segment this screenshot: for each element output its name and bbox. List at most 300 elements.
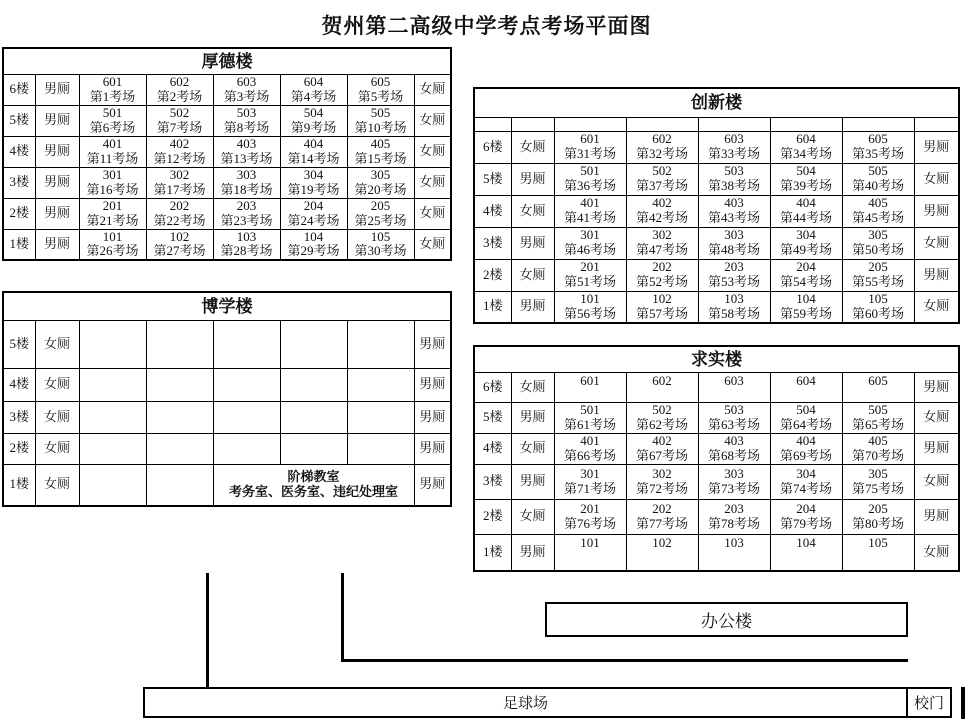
male-toilet-cell: 男厕 — [414, 464, 451, 506]
room-cell — [626, 402, 698, 433]
exam-room-label: 第64考场 — [779, 416, 832, 432]
room-number: 阶梯教室 — [287, 469, 340, 485]
female-toilet-cell: 女厕 — [414, 136, 451, 167]
room-number: 202 — [652, 259, 672, 275]
room-number: 601 — [580, 131, 600, 147]
room-cell — [842, 163, 914, 195]
exam-room-label: 第35考场 — [851, 146, 904, 161]
room-cell — [280, 198, 347, 229]
floor-label: 6楼 — [474, 131, 511, 163]
floor-label: 2楼 — [474, 499, 511, 534]
exam-room-label: 第43考场 — [707, 210, 760, 225]
room-cell — [842, 464, 914, 499]
male-toilet-cell: 男厕 — [35, 105, 79, 136]
exam-room-label: 第59考场 — [779, 305, 832, 321]
room-cell — [280, 229, 347, 260]
room-cell — [213, 229, 280, 260]
exam-room-label: 第77考场 — [635, 515, 688, 531]
room-number: 102 — [652, 291, 672, 307]
exam-room-label: 第74考场 — [779, 480, 832, 496]
room-number: 403 — [236, 136, 257, 151]
room-number: 304 — [796, 465, 816, 481]
room-number: 203 — [724, 500, 744, 516]
floor-label: 4楼 — [474, 433, 511, 464]
room-cell — [146, 105, 213, 136]
room-number: 601 — [102, 74, 123, 89]
room-number: 604 — [796, 372, 816, 388]
room-number: 602 — [169, 74, 190, 89]
football-field-label: 足球场 — [502, 696, 548, 712]
room-cell — [347, 401, 414, 433]
floor-label: 5楼 — [3, 105, 35, 136]
room-number: 102 — [169, 229, 190, 244]
room-number: 201 — [102, 198, 123, 213]
exam-room-label: 第7考场 — [156, 119, 203, 135]
room-cell — [347, 198, 414, 229]
building-table-boxue — [2, 291, 452, 507]
room-number: 501 — [580, 163, 600, 179]
room-cell — [698, 291, 770, 323]
room-cell — [842, 131, 914, 163]
male-toilet-cell: 男厕 — [914, 131, 959, 163]
room-cell — [698, 534, 770, 571]
room-number: 605 — [868, 131, 888, 147]
room-number: 603 — [724, 372, 744, 388]
room-cell — [770, 534, 842, 571]
floor-row — [3, 229, 451, 260]
male-toilet-cell: 男厕 — [914, 259, 959, 291]
room-cell — [626, 372, 698, 402]
floor-row — [474, 259, 959, 291]
female-toilet-cell: 女厕 — [914, 534, 959, 571]
exam-room-label: 第67考场 — [635, 447, 688, 463]
room-number: 502 — [652, 163, 672, 179]
room-number: 503 — [724, 402, 744, 417]
exam-room-label: 第72考场 — [635, 480, 688, 496]
room-cell — [213, 368, 280, 401]
room-cell — [698, 499, 770, 534]
room-cell — [698, 402, 770, 433]
room-number: 404 — [303, 136, 324, 151]
room-number: 104 — [796, 291, 816, 307]
room-cell — [770, 259, 842, 291]
room-cell — [698, 259, 770, 291]
floor-label: 1楼 — [474, 534, 511, 571]
male-toilet-cell: 男厕 — [914, 195, 959, 227]
room-cell — [146, 320, 213, 368]
room-cell — [347, 136, 414, 167]
male-toilet-cell: 男厕 — [35, 136, 79, 167]
exam-room-label: 第12考场 — [153, 150, 206, 166]
female-toilet-cell: 女厕 — [35, 464, 79, 506]
room-cell — [146, 74, 213, 105]
room-number: 304 — [796, 227, 816, 243]
room-cell — [770, 195, 842, 227]
room-number: 504 — [303, 105, 324, 120]
exam-room-label: 第9考场 — [290, 119, 337, 135]
exam-room-label: 第73考场 — [707, 480, 760, 496]
room-number: 302 — [652, 465, 672, 481]
female-toilet-cell: 女厕 — [35, 401, 79, 433]
room-cell — [280, 433, 347, 464]
room-cell — [554, 402, 626, 433]
room-number: 305 — [370, 167, 391, 182]
room-cell — [347, 105, 414, 136]
room-cell — [79, 320, 146, 368]
exam-room-label: 第26考场 — [86, 243, 139, 259]
special-room-cell — [213, 464, 414, 506]
room-number: 504 — [796, 402, 816, 417]
room-cell — [280, 368, 347, 401]
room-number: 404 — [796, 195, 816, 211]
room-number: 501 — [580, 402, 600, 417]
exam-room-label: 第36考场 — [563, 178, 616, 193]
floor-label: 2楼 — [3, 433, 35, 464]
exam-room-label: 第57考场 — [635, 305, 688, 321]
spacer-cell — [770, 117, 842, 131]
room-number: 405 — [370, 136, 391, 151]
male-toilet-cell: 男厕 — [511, 464, 554, 499]
room-cell — [626, 534, 698, 571]
male-toilet-cell: 男厕 — [35, 74, 79, 105]
room-cell — [842, 227, 914, 259]
exam-room-label: 第63考场 — [707, 416, 760, 432]
exam-room-label: 第76考场 — [563, 515, 616, 531]
floor-label: 1楼 — [474, 291, 511, 323]
room-number: 401 — [580, 195, 600, 211]
room-number: 604 — [796, 131, 816, 147]
female-toilet-cell: 女厕 — [35, 433, 79, 464]
room-number: 204 — [796, 259, 816, 275]
exam-room-label: 第22考场 — [153, 212, 206, 228]
exam-room-label: 第6考场 — [89, 119, 136, 135]
female-toilet-cell: 女厕 — [35, 368, 79, 401]
floor-label: 3楼 — [3, 167, 35, 198]
female-toilet-cell: 女厕 — [914, 163, 959, 195]
room-number: 503 — [724, 163, 744, 179]
exam-room-label: 第31考场 — [563, 146, 616, 161]
exam-room-label: 第42考场 — [635, 210, 688, 225]
room-number: 201 — [580, 259, 600, 275]
room-cell — [79, 401, 146, 433]
room-cell — [770, 372, 842, 402]
room-cell — [626, 131, 698, 163]
room-number: 403 — [724, 433, 744, 448]
room-number: 101 — [102, 229, 123, 244]
floor-row — [474, 131, 959, 163]
exam-room-label: 第39考场 — [779, 178, 832, 193]
building-title-row — [3, 292, 451, 320]
floor-label: 3楼 — [3, 401, 35, 433]
room-cell — [554, 534, 626, 571]
room-cell — [698, 372, 770, 402]
room-number: 404 — [796, 433, 816, 448]
room-number: 105 — [868, 534, 888, 550]
exam-room-label: 第14考场 — [287, 150, 340, 166]
football-field-box — [143, 687, 908, 718]
exam-room-label: 第38考场 — [707, 178, 760, 193]
floor-label: 4楼 — [3, 136, 35, 167]
room-cell — [626, 195, 698, 227]
room-cell — [213, 320, 280, 368]
room-cell — [626, 499, 698, 534]
room-cell — [213, 105, 280, 136]
room-number: 502 — [169, 105, 190, 120]
building-title: 博学楼 — [3, 292, 451, 320]
exam-room-label: 第23考场 — [220, 212, 273, 228]
room-cell — [79, 105, 146, 136]
room-number: 301 — [580, 227, 600, 243]
room-number: 205 — [868, 259, 888, 275]
room-number: 602 — [652, 372, 672, 388]
exam-room-label: 第4考场 — [290, 88, 337, 104]
room-number: 605 — [868, 372, 888, 388]
room-cell — [79, 433, 146, 464]
floor-row — [3, 198, 451, 229]
room-number: 401 — [102, 136, 123, 151]
room-cell — [770, 499, 842, 534]
spacer-cell — [842, 117, 914, 131]
room-cell — [770, 163, 842, 195]
room-number: 305 — [868, 465, 888, 481]
floor-row — [474, 499, 959, 534]
room-cell — [842, 534, 914, 571]
floor-row — [3, 136, 451, 167]
male-toilet-cell: 男厕 — [414, 368, 451, 401]
room-cell — [79, 464, 146, 506]
room-number: 201 — [580, 500, 600, 516]
exam-room-label: 第47考场 — [635, 242, 688, 257]
exam-room-label: 第51考场 — [563, 274, 616, 289]
room-number: 203 — [236, 198, 257, 213]
room-cell — [146, 198, 213, 229]
room-number: 103 — [236, 229, 257, 244]
room-cell — [213, 401, 280, 433]
exam-room-label: 第8考场 — [223, 119, 270, 135]
female-toilet-cell: 女厕 — [511, 372, 554, 402]
room-cell — [698, 464, 770, 499]
exam-room-label: 第80考场 — [851, 515, 904, 531]
exam-room-label: 第28考场 — [220, 243, 273, 259]
room-number: 105 — [868, 291, 888, 307]
exam-room-label: 第5考场 — [357, 88, 404, 104]
male-toilet-cell: 男厕 — [414, 401, 451, 433]
floor-row — [3, 320, 451, 368]
room-number: 104 — [303, 229, 324, 244]
exam-room-label: 第52考场 — [635, 274, 688, 289]
room-cell — [79, 198, 146, 229]
room-number: 602 — [652, 131, 672, 147]
floor-label: 2楼 — [474, 259, 511, 291]
room-cell — [79, 167, 146, 198]
room-cell — [146, 136, 213, 167]
room-cell — [698, 195, 770, 227]
female-toilet-cell: 女厕 — [414, 229, 451, 260]
room-cell — [842, 433, 914, 464]
room-number: 303 — [724, 465, 744, 481]
exam-room-label: 第18考场 — [220, 181, 273, 197]
female-toilet-cell: 女厕 — [35, 320, 79, 368]
floor-row — [474, 402, 959, 433]
floor-row — [474, 163, 959, 195]
room-number: 603 — [724, 131, 744, 147]
floor-label: 5楼 — [474, 402, 511, 433]
female-toilet-cell: 女厕 — [511, 433, 554, 464]
room-number: 204 — [796, 500, 816, 516]
room-cell — [554, 195, 626, 227]
room-cell — [770, 291, 842, 323]
room-number: 205 — [370, 198, 391, 213]
exam-room-label: 第10考场 — [354, 119, 407, 135]
floor-label: 3楼 — [474, 464, 511, 499]
exam-room-label: 考务室、医务室、违纪处理室 — [228, 483, 398, 499]
exam-room-label: 第34考场 — [779, 146, 832, 161]
female-toilet-cell: 女厕 — [511, 195, 554, 227]
exam-room-label: 第45考场 — [851, 210, 904, 225]
spacer-cell — [511, 117, 554, 131]
room-cell — [770, 131, 842, 163]
exam-room-label: 第33考场 — [707, 146, 760, 161]
room-cell — [146, 401, 213, 433]
exam-room-label: 第69考场 — [779, 447, 832, 463]
room-cell — [146, 464, 213, 506]
exam-room-label: 第21考场 — [86, 212, 139, 228]
floor-label: 2楼 — [3, 198, 35, 229]
room-number: 305 — [868, 227, 888, 243]
spacer-row — [474, 117, 959, 131]
room-number: 104 — [796, 534, 816, 550]
room-cell — [213, 136, 280, 167]
female-toilet-cell: 女厕 — [914, 402, 959, 433]
female-toilet-cell: 女厕 — [914, 464, 959, 499]
room-number: 505 — [370, 105, 391, 120]
male-toilet-cell: 男厕 — [511, 402, 554, 433]
room-cell — [626, 259, 698, 291]
room-number: 605 — [370, 74, 391, 89]
room-cell — [554, 433, 626, 464]
building-table-houde — [2, 47, 452, 261]
male-toilet-cell: 男厕 — [511, 534, 554, 571]
exam-room-label: 第1考场 — [89, 88, 136, 104]
exam-room-label: 第49考场 — [779, 242, 832, 257]
building-title-row — [3, 48, 451, 74]
path-line-vertical-left — [206, 573, 209, 689]
exam-room-label: 第44考场 — [779, 210, 832, 225]
room-cell — [842, 291, 914, 323]
exam-room-label: 第37考场 — [635, 178, 688, 193]
room-number: 402 — [652, 433, 672, 448]
floor-row — [474, 291, 959, 323]
boundary-wall-segment — [961, 687, 965, 719]
room-cell — [626, 433, 698, 464]
room-cell — [347, 74, 414, 105]
building-title: 求实楼 — [474, 346, 959, 372]
room-number: 604 — [303, 74, 324, 89]
room-number: 303 — [236, 167, 257, 182]
room-cell — [280, 320, 347, 368]
building-table-qiushi — [473, 345, 960, 572]
room-cell — [770, 433, 842, 464]
room-cell — [626, 163, 698, 195]
room-number: 401 — [580, 433, 600, 448]
room-cell — [347, 433, 414, 464]
room-cell — [213, 74, 280, 105]
room-number: 405 — [868, 195, 888, 211]
exam-room-label: 第3考场 — [223, 88, 270, 104]
exam-room-label: 第54考场 — [779, 274, 832, 289]
room-cell — [842, 195, 914, 227]
room-cell — [280, 136, 347, 167]
room-cell — [554, 131, 626, 163]
room-cell — [146, 368, 213, 401]
room-cell — [554, 227, 626, 259]
office-building-box — [545, 602, 908, 637]
room-number: 102 — [652, 534, 672, 550]
room-cell — [554, 464, 626, 499]
female-toilet-cell: 女厕 — [511, 259, 554, 291]
school-gate-box — [906, 687, 952, 718]
exam-room-label: 第55考场 — [851, 274, 904, 289]
room-number: 101 — [580, 534, 600, 550]
room-cell — [347, 167, 414, 198]
room-cell — [280, 401, 347, 433]
male-toilet-cell: 男厕 — [35, 229, 79, 260]
exam-room-label: 第58考场 — [707, 305, 760, 321]
exam-room-label: 第29考场 — [287, 243, 340, 259]
exam-room-label: 第24考场 — [287, 212, 340, 228]
floor-row — [474, 227, 959, 259]
room-cell — [213, 167, 280, 198]
room-number: 502 — [652, 402, 672, 417]
room-cell — [698, 433, 770, 464]
room-number: 402 — [169, 136, 190, 151]
floor-label: 6楼 — [3, 74, 35, 105]
room-number: 403 — [724, 195, 744, 211]
page-title: 贺州第二高级中学考点考场平面图 — [321, 14, 652, 38]
exam-room-label: 第65考场 — [851, 416, 904, 432]
exam-room-label: 第60考场 — [851, 305, 904, 321]
floor-label: 1楼 — [3, 464, 35, 506]
room-cell — [698, 131, 770, 163]
male-toilet-cell: 男厕 — [914, 499, 959, 534]
male-toilet-cell: 男厕 — [414, 320, 451, 368]
floor-row — [3, 167, 451, 198]
room-number: 505 — [868, 402, 888, 417]
female-toilet-cell: 女厕 — [914, 227, 959, 259]
male-toilet-cell: 男厕 — [511, 227, 554, 259]
exam-room-label: 第32考场 — [635, 146, 688, 161]
room-number: 301 — [580, 465, 600, 481]
exam-room-label: 第27考场 — [153, 243, 206, 259]
room-cell — [770, 227, 842, 259]
exam-room-label: 第15考场 — [354, 150, 407, 166]
room-cell — [79, 74, 146, 105]
female-toilet-cell: 女厕 — [914, 291, 959, 323]
room-cell — [280, 167, 347, 198]
floor-row — [474, 534, 959, 571]
female-toilet-cell: 女厕 — [414, 74, 451, 105]
room-cell — [146, 433, 213, 464]
room-number: 601 — [580, 372, 600, 388]
room-number: 505 — [868, 163, 888, 179]
room-number: 301 — [102, 167, 123, 182]
building-table-chuangxin — [473, 87, 960, 324]
room-number: 202 — [652, 500, 672, 516]
female-toilet-cell: 女厕 — [511, 131, 554, 163]
room-number: 203 — [724, 259, 744, 275]
exam-room-label: 第40考场 — [851, 178, 904, 193]
exam-room-label: 第56考场 — [563, 305, 616, 321]
